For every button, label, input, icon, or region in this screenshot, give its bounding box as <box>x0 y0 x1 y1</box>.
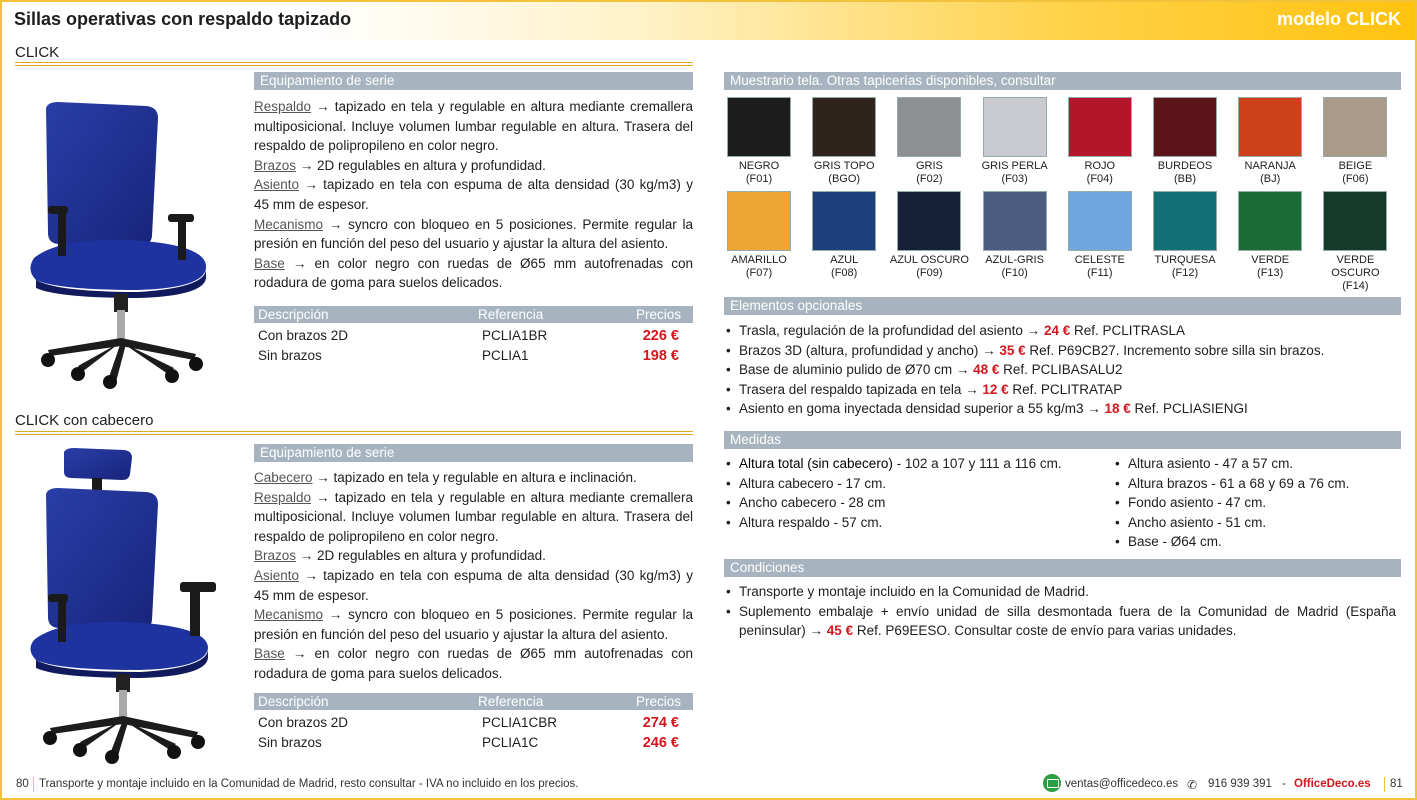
measure-value: - 102 a 107 y 111 a 116 cm. <box>892 456 1062 471</box>
feature-text: → tapizado en tela con espuma de alta densidad (30 kg/m3) y 45 mm de espesor. <box>254 177 693 212</box>
measure-item <box>726 474 1106 494</box>
fabric-label <box>716 254 802 280</box>
item-ref: Ref. PCLIBASALU2 <box>999 362 1123 378</box>
row-ref: PCLIA1CBR <box>482 715 558 730</box>
fabric-swatch <box>727 97 791 157</box>
row-desc: Con brazos 2D <box>258 715 349 730</box>
feature-label: Mecanismo <box>254 216 324 232</box>
item-text: Trasera del respaldo tapizada en tela → <box>739 381 983 397</box>
list-item <box>726 341 1398 361</box>
fabric-name: NEGRO <box>738 160 780 172</box>
section-rule <box>15 431 693 435</box>
fabric-label <box>886 254 972 280</box>
fabric-name: AZUL-GRIS <box>985 254 1044 266</box>
fabric-swatch <box>983 97 1047 157</box>
fabric-name: GRIS TOPO <box>813 160 875 172</box>
conditions-bar: Condiciones <box>724 559 1401 577</box>
chair-image-click <box>18 98 218 390</box>
measure-value: Altura cabecero - 17 cm. <box>739 475 887 491</box>
col-desc: Descripción <box>258 307 329 322</box>
row-price: 274 € <box>642 715 679 731</box>
item-text: Base de aluminio pulido de Ø70 cm → <box>739 362 974 378</box>
measure-item <box>726 454 1106 474</box>
fabric-label <box>972 160 1058 186</box>
fabric-swatch <box>1323 191 1387 251</box>
item-price: 45 € <box>826 623 854 639</box>
page-footer <box>0 772 1417 798</box>
item-ref: Ref. PCLITRATAP <box>1008 381 1123 397</box>
row-ref: PCLIA1 <box>482 348 529 363</box>
feature-item <box>254 644 693 683</box>
measure-item: • Ancho asiento - 51 cm. <box>1115 513 1400 533</box>
feature-text: → tapizado en tela con espuma de alta densidad (30 kg/m3) y 45 mm de espesor. <box>254 567 693 603</box>
product-title-click: CLICK <box>15 44 60 61</box>
fabric-code: (F13) <box>1257 267 1284 279</box>
feature-item <box>254 215 693 254</box>
fabric-name: BEIGE <box>1338 160 1373 172</box>
col-price: Precios <box>635 307 681 322</box>
fabric-name: GRIS PERLA <box>981 160 1048 172</box>
feature-label: Base <box>254 646 285 662</box>
fabric-code: (F06) <box>1342 173 1369 185</box>
fabric-name: AMARILLO <box>731 254 787 266</box>
measure-item: • Altura asiento - 47 a 57 cm. <box>1115 454 1400 474</box>
feature-text: → 2D regulables en altura y profundidad. <box>296 548 546 564</box>
feature-text: → en color negro con ruedas de Ø65 mm autofrenadas con rodadura de goma para suelos delicados. <box>254 646 693 681</box>
feature-item <box>254 566 693 605</box>
footer-sep: - <box>1282 778 1286 790</box>
fabric-label <box>1142 254 1228 280</box>
feature-item <box>254 254 693 293</box>
item-ref: Ref. PCLITRASLA <box>1070 323 1186 338</box>
row-price: 246 € <box>642 735 679 751</box>
fabric-name: VERDE OSCURO <box>1331 254 1380 279</box>
feature-item <box>254 175 693 214</box>
fabric-name: NARANJA <box>1244 160 1296 172</box>
fabric-code: (F01) <box>745 173 773 185</box>
item-price: 12 € <box>982 381 1009 397</box>
fabrics-bar: Muestrario tela. Otras tapicerías disponibles, consultar <box>724 72 1401 90</box>
product-title-click-cabecero: CLICK con cabecero <box>15 412 154 429</box>
model-name: modelo CLICK <box>1277 9 1401 29</box>
measure-item: • Altura brazos - 61 a 68 y 69 a 76 cm. <box>1115 474 1400 494</box>
feature-label: Brazos <box>254 548 297 564</box>
feature-label: Asiento <box>254 567 300 583</box>
feature-text: → syncro con bloqueo en 5 posiciones. Permite regular la presión en función del peso del usuario y ajustar la altura del asiento. <box>254 216 693 252</box>
fabric-code: (F08) <box>831 267 858 279</box>
fabric-label <box>1057 254 1143 280</box>
fabric-code: (F11) <box>1087 267 1113 279</box>
measure-label: Altura total (sin cabecero) <box>739 456 893 471</box>
feature-text: → tapizado en tela y regulable en altura mediante cremallera multiposicional. Incluye volumen lumbar regulable en altura. Trasera del respaldo de polipropileno en color negro. <box>254 489 693 544</box>
feature-label: Cabecero <box>254 470 313 485</box>
price-table-header-2 <box>254 693 693 710</box>
measure-item: • Base - Ø64 cm. <box>1115 532 1400 552</box>
feature-label: Asiento <box>254 177 300 193</box>
price-row <box>254 346 693 366</box>
row-desc: Sin brazos <box>258 735 322 750</box>
fabric-code: (F03) <box>1001 173 1028 185</box>
fabric-swatch <box>812 97 876 157</box>
fabric-label <box>972 254 1058 280</box>
feature-text: → tapizado en tela y regulable en altura mediante cremallera multiposicional. Incluye volumen lumbar regulable en altura. Trasera del respaldo de polipropileno en color negro. <box>254 99 693 154</box>
item-ref: Ref. P69CB27. Incremento sobre silla sin brazos. <box>1025 342 1325 358</box>
page-header <box>0 0 1417 40</box>
row-desc: Con brazos 2D <box>258 328 349 343</box>
chair-image-click-cabecero <box>24 448 219 766</box>
list-item <box>726 582 1396 602</box>
fabric-swatch <box>1238 191 1302 251</box>
footer-email[interactable]: ventas@officedeco.es <box>1065 778 1179 790</box>
section-rule <box>15 62 693 66</box>
fabric-label <box>1057 160 1143 186</box>
fabric-name: AZUL OSCURO <box>889 254 969 266</box>
price-row <box>254 326 693 346</box>
equip-bar-2: Equipamiento de serie <box>254 444 693 462</box>
item-price: 18 € <box>1104 401 1131 417</box>
price-row <box>254 733 693 753</box>
fabric-swatch <box>1068 97 1132 157</box>
col-price: Precios <box>635 694 681 709</box>
fabric-swatch <box>812 191 876 251</box>
price-table-header-1 <box>254 306 693 323</box>
measure-item <box>726 493 1106 513</box>
col-ref: Referencia <box>478 694 544 709</box>
fabric-label <box>801 160 887 186</box>
page-title: Sillas operativas con respaldo tapizado <box>14 9 352 29</box>
fabric-name: CELESTE <box>1074 254 1125 266</box>
page-number-right: 81 <box>1390 778 1403 790</box>
features-click-cabecero <box>254 468 693 684</box>
fabric-name: BURDEOS <box>1157 160 1213 172</box>
feature-item <box>254 488 693 547</box>
page-number-left: 80 <box>16 778 29 790</box>
feature-label: Mecanismo <box>254 607 324 623</box>
item-ref: Ref. P69EESO. Consultar coste de envío para varias unidades. <box>853 623 1237 639</box>
list-item <box>726 602 1396 641</box>
row-ref: PCLIA1C <box>482 735 539 750</box>
fabric-label <box>1227 254 1313 280</box>
optional-bar: Elementos opcionales <box>724 297 1401 315</box>
phone-icon: ✆ <box>1187 778 1198 792</box>
fabric-swatch <box>1238 97 1302 157</box>
row-price: 198 € <box>642 348 679 364</box>
item-text: Trasla, regulación de la profundidad del asiento → <box>739 323 1044 338</box>
fabric-swatch <box>1153 191 1217 251</box>
mail-icon <box>1043 774 1061 792</box>
row-price: 226 € <box>642 328 679 344</box>
row-ref: PCLIA1BR <box>482 328 548 343</box>
fabric-name: GRIS <box>915 160 943 172</box>
feature-text: → en color negro con ruedas de Ø65 mm autofrenadas con rodadura de goma para suelos delicados. <box>254 255 693 291</box>
item-text: Asiento en goma inyectada densidad superior a 55 kg/m3 → <box>739 401 1105 417</box>
fabric-swatch <box>727 191 791 251</box>
footer-phone: 916 939 391 <box>1208 778 1272 790</box>
feature-item <box>254 546 693 566</box>
list-item <box>726 380 1398 400</box>
equip-bar-1: Equipamiento de serie <box>254 72 693 90</box>
measures-right <box>1115 454 1400 552</box>
fabric-code: (F02) <box>916 173 943 185</box>
footer-note: Transporte y montaje incluido en la Comunidad de Madrid, resto consultar - IVA no incluido en los precios. <box>39 778 579 790</box>
feature-label: Respaldo <box>254 489 312 505</box>
fabric-code: (F09) <box>916 267 943 279</box>
measure-value: Altura respaldo - 57 cm. <box>739 514 883 530</box>
item-text: Brazos 3D (altura, profundidad y ancho) → <box>739 342 1000 358</box>
features-click <box>254 97 693 293</box>
measure-value: Ancho cabecero - 28 cm <box>739 495 886 511</box>
item-text: Transporte y montaje incluido en la Comunidad de Madrid. <box>739 584 1089 599</box>
col-desc: Descripción <box>258 694 329 709</box>
price-row <box>254 713 693 733</box>
footer-brand[interactable]: OfficeDeco.es <box>1294 778 1371 790</box>
fabric-code: (BJ) <box>1260 173 1281 185</box>
feature-text: → 2D regulables en altura y profundidad. <box>296 157 546 173</box>
item-ref: Ref. PCLIASIENGI <box>1130 401 1248 417</box>
item-price: 24 € <box>1043 323 1071 338</box>
fabric-label <box>886 160 972 186</box>
measure-item: • Fondo asiento - 47 cm. <box>1115 493 1400 513</box>
feature-label: Brazos <box>254 157 297 173</box>
fabric-label <box>1312 160 1398 186</box>
row-desc: Sin brazos <box>258 348 322 363</box>
fabric-swatch <box>897 191 961 251</box>
feature-text: → syncro con bloqueo en 5 posiciones. Permite regular la presión en función del peso del usuario y ajustar la altura del asiento. <box>254 607 693 642</box>
fabric-name: TURQUESA <box>1154 254 1216 266</box>
feature-item <box>254 468 693 488</box>
fabric-code: (F04) <box>1086 173 1113 185</box>
fabric-label <box>1142 160 1228 186</box>
fabric-label <box>801 254 887 280</box>
measure-item <box>726 513 1106 533</box>
measures-left <box>726 454 1106 532</box>
fabric-name: VERDE <box>1251 254 1290 266</box>
item-text: Suplemento embalaje + envío unidad de silla desmontada fuera de la Comunidad de Madrid (España peninsular) → <box>739 603 1396 639</box>
fabric-code: (F12) <box>1171 267 1199 279</box>
fabric-swatch <box>1323 97 1387 157</box>
fabric-code: (BGO) <box>828 173 861 185</box>
fabric-code: (F14) <box>1342 280 1369 292</box>
fabric-label <box>1227 160 1313 186</box>
fabric-code: (F10) <box>1001 267 1028 279</box>
fabric-name: ROJO <box>1084 160 1116 172</box>
feature-label: Respaldo <box>254 99 312 114</box>
fabric-name: AZUL <box>830 254 859 266</box>
col-ref: Referencia <box>478 307 544 322</box>
fabric-swatch <box>983 191 1047 251</box>
fabric-swatch <box>1068 191 1132 251</box>
list-item <box>726 360 1398 380</box>
list-item <box>726 399 1398 419</box>
list-item <box>726 321 1398 341</box>
item-price: 48 € <box>973 362 1000 378</box>
conditions-list <box>726 582 1396 641</box>
fabric-swatch <box>897 97 961 157</box>
fabric-label <box>1312 254 1398 293</box>
optional-list <box>726 321 1398 419</box>
fabric-swatch <box>1153 97 1217 157</box>
feature-item <box>254 97 693 156</box>
feature-item <box>254 605 693 644</box>
item-price: 35 € <box>999 342 1026 358</box>
measures-bar: Medidas <box>724 431 1401 449</box>
fabric-code: (F07) <box>745 267 773 279</box>
feature-item <box>254 156 693 176</box>
fabric-code: (BB) <box>1174 173 1196 185</box>
fabric-label <box>716 160 802 186</box>
feature-label: Base <box>254 255 285 271</box>
feature-text: → tapizado en tela y regulable en altura e inclinación. <box>312 470 637 485</box>
